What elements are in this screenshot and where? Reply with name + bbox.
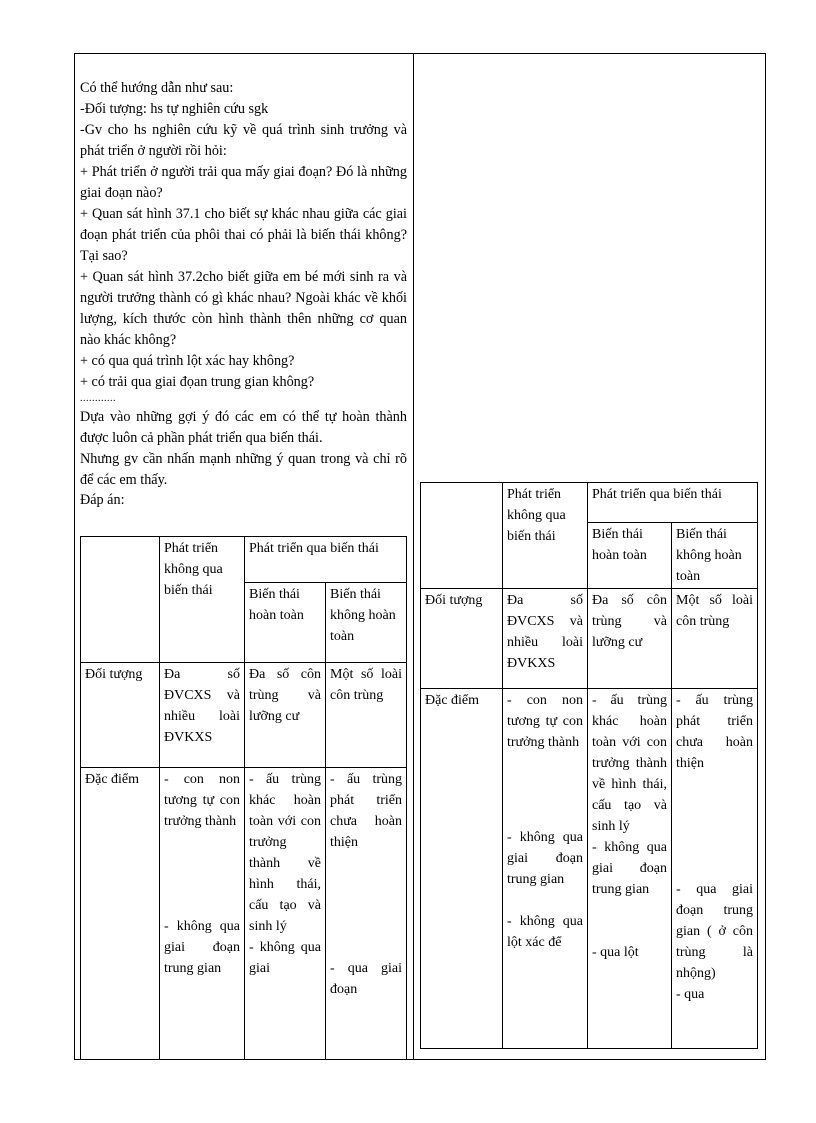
header-no-metamorphosis: Phát triển không qua biến thái bbox=[160, 537, 245, 663]
features-text: - ấu trùng phát triển chưa hoàn thiện bbox=[676, 693, 754, 771]
features-text: - không qua giai đoạn trung gian bbox=[592, 840, 667, 897]
closing-line: Dựa vào những gợi ý đó các em có thể tự hoàn thành được luôn cả phần phát triển qua biến thái. bbox=[80, 409, 407, 446]
answer-table-right bbox=[420, 482, 758, 1049]
features-text: - con non tương tự con trưởng thành bbox=[507, 693, 583, 750]
features-text: - qua bbox=[676, 987, 705, 1002]
spacer bbox=[507, 890, 583, 911]
features-text: - không qua giai đoạn trung gian bbox=[164, 919, 240, 976]
intro-line: + Quan sát hình 37.2cho biết giữa em bé mới sinh ra và người trưởng thành có gì khác nhau? Ngoài khác về khối lượng, kích thước còn hình thành thên những cơ quan nào khác không? bbox=[80, 269, 407, 348]
features-text: - ấu trùng khác hoàn toàn với con trưởng thành về hình thái, cấu tạo và sinh lý bbox=[249, 772, 321, 934]
features-text: - qua giai đoạn bbox=[330, 961, 403, 997]
answer-table-left bbox=[80, 536, 407, 1059]
cell-subject-complete: Đa số côn trùng và lưỡng cư bbox=[588, 589, 672, 689]
cell-features-incomplete bbox=[326, 768, 407, 1060]
row-label-features: Đặc điểm bbox=[421, 689, 503, 1049]
spacer bbox=[592, 900, 667, 942]
header-empty-cell bbox=[81, 537, 160, 663]
header-empty-cell bbox=[421, 483, 503, 589]
cell-subject-incomplete: Một số loài côn trùng bbox=[326, 663, 407, 768]
row-label-subject: Đối tượng bbox=[421, 589, 503, 689]
features-text: - không qua giai bbox=[249, 940, 321, 976]
header-incomplete: Biến thái không hoàn toàn bbox=[672, 523, 758, 589]
answer-table-left-clip bbox=[78, 535, 410, 1059]
intro-line: + Phát triển ở người trải qua mấy giai đoạn? Đó là những giai đoạn nào? bbox=[80, 164, 407, 201]
header-metamorphosis: Phát triển qua biến thái bbox=[245, 537, 407, 583]
intro-line: -Đối tượng: hs tự nghiên cứu sgk bbox=[80, 101, 269, 117]
ellipsis-dots: ............ bbox=[80, 393, 116, 404]
row-label-features: Đặc điểm bbox=[81, 768, 160, 1060]
cell-subject-complete: Đa số côn trùng và lưỡng cư bbox=[245, 663, 326, 768]
cell-features-no-meta bbox=[160, 768, 245, 1060]
cell-features-complete bbox=[588, 689, 672, 1049]
header-complete: Biến thái hoàn toàn bbox=[245, 583, 326, 663]
features-text: - con non tương tự con trưởng thành bbox=[164, 772, 240, 829]
intro-line: Có thể hướng dẫn như sau: bbox=[80, 80, 234, 96]
left-column bbox=[80, 78, 407, 509]
closing-line: Nhưng gv cần nhấn mạnh những ý quan trong và chỉ rõ để các em thấy. bbox=[80, 451, 407, 488]
features-text: - ấu trùng khác hoàn toàn với con trưởng thành về hình thái, cấu tạo và sinh lý bbox=[592, 693, 667, 834]
spacer bbox=[330, 853, 402, 958]
features-text: - ấu trùng phát triển chưa hoàn thiện bbox=[330, 772, 403, 850]
cell-features-no-meta bbox=[503, 689, 588, 1049]
spacer bbox=[164, 832, 240, 916]
intro-line: + có trải qua giai đọan trung gian không? bbox=[80, 374, 315, 390]
spacer bbox=[507, 753, 583, 827]
intro-line: -Gv cho hs nghiên cứu kỹ về quá trình sinh trưởng và phát triển ở người rồi hỏi: bbox=[80, 122, 407, 159]
header-complete: Biến thái hoàn toàn bbox=[588, 523, 672, 589]
cell-features-incomplete bbox=[672, 689, 758, 1049]
row-label-subject: Đối tượng bbox=[81, 663, 160, 768]
spacer bbox=[676, 774, 753, 879]
column-divider bbox=[413, 53, 414, 1060]
features-text: - không qua lột xác để bbox=[507, 914, 583, 950]
cell-subject-no-meta: Đa số ĐVCXS và nhiều loài ĐVKXS bbox=[503, 589, 588, 689]
features-text: - không qua giai đoạn trung gian bbox=[507, 830, 583, 887]
header-no-metamorphosis: Phát triển không qua biến thái bbox=[503, 483, 588, 589]
features-text: - qua giai đoạn trung gian ( ở côn trùng là nhộng) bbox=[676, 882, 754, 981]
features-text: - qua lột bbox=[592, 945, 639, 960]
answer-label: Đáp án: bbox=[80, 492, 125, 508]
intro-line: + Quan sát hình 37.1 cho biết sự khác nhau giữa các giai đoạn phát triển của phôi thai có phải là biến thái không? Tại sao? bbox=[80, 206, 407, 264]
header-incomplete: Biến thái không hoàn toàn bbox=[326, 583, 407, 663]
answer-table-right-clip bbox=[418, 481, 760, 1050]
intro-line: + có qua quá trình lột xác hay không? bbox=[80, 353, 295, 369]
header-metamorphosis: Phát triển qua biến thái bbox=[588, 483, 758, 523]
cell-subject-incomplete: Một số loài côn trùng bbox=[672, 589, 758, 689]
cell-features-complete bbox=[245, 768, 326, 1060]
cell-subject-no-meta: Đa số ĐVCXS và nhiều loài ĐVKXS bbox=[160, 663, 245, 768]
